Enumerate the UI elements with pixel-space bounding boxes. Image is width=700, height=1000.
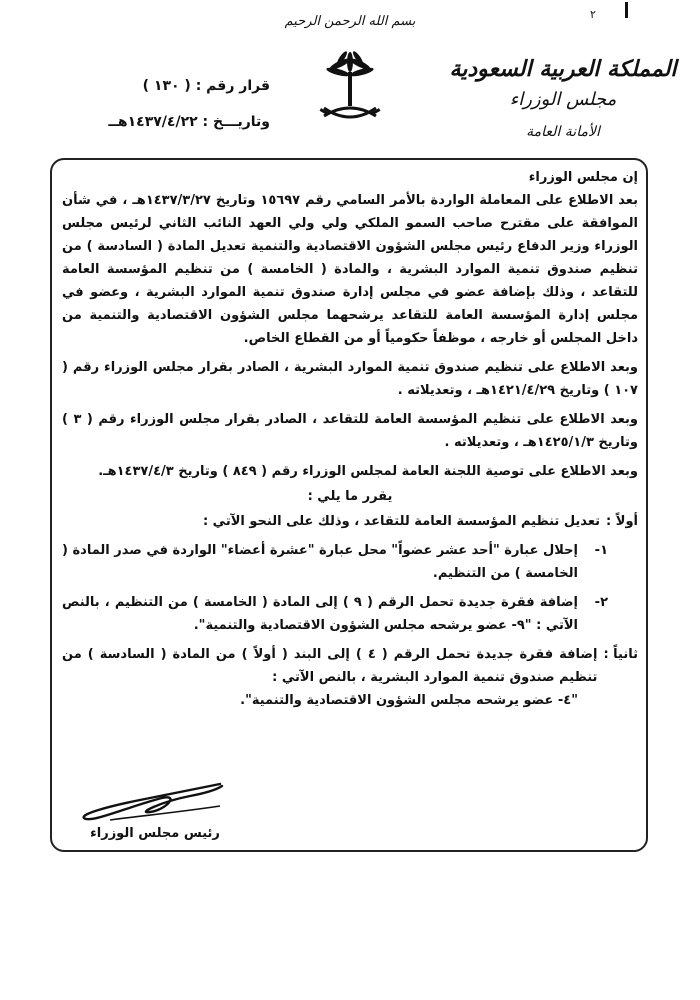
council-name: مجلس الوزراء	[509, 89, 617, 110]
basmala: بسم الله الرحمن الرحيم	[284, 14, 416, 29]
paragraph-2: وبعد الاطلاع على تنظيم صندوق تنمية الموارد البشرية ، الصادر بقرار مجلس الوزراء رقم ( ١٠٧ ) وتاريخ ١٤٢١/٤/٢٩هـ ، وتعديلاته .	[62, 360, 638, 398]
section-first-text: تعديل تنظيم المؤسسة العامة للتقاعد ، وذلك على النحو الآتي :	[202, 514, 601, 529]
palm-and-swords-emblem-icon	[318, 50, 382, 126]
section-first-label: أولاً :	[606, 514, 638, 529]
list-item	[62, 539, 638, 585]
list-item-number: ٢-	[594, 595, 608, 610]
page-corner-mark	[625, 2, 628, 18]
section-second-text: إضافة فقرة جديدة تحمل الرقم ( ٤ ) إلى البند ( أولاً ) من المادة ( السادسة ) من تنظيم صندوق تنمية الموارد البشرية ، بالنص الآتي :	[62, 647, 598, 685]
kingdom-name: المملكة العربية السعودية	[449, 56, 677, 82]
page-number: ٢	[590, 8, 596, 21]
paragraph-4: وبعد الاطلاع على توصية اللجنة العامة لمجلس الوزراء رقم ( ٨٤٩ ) وتاريخ ١٤٣٧/٤/٣هـ.	[98, 464, 638, 479]
decree-body	[62, 166, 638, 712]
signature-icon	[70, 776, 230, 826]
section-second	[62, 643, 638, 689]
paragraph-3: وبعد الاطلاع على تنظيم المؤسسة العامة للتقاعد ، الصادر بقرار مجلس الوزراء رقم ( ٣ ) وتاريخ ١٤٢٥/١/٣هـ ، وتعديلاته .	[62, 412, 638, 450]
secretariat-name: الأمانة العامة	[526, 124, 600, 140]
letterhead	[448, 55, 678, 143]
section-second-label: ثانياً :	[603, 647, 638, 662]
paragraph-1: بعد الاطلاع على المعاملة الواردة بالأمر السامي رقم ١٥٦٩٧ وتاريخ ١٤٣٧/٣/٢٧هـ ، في شأن الموافقة على مقترح صاحب السمو الملكي ولي ولي العهد النائب الثاني لرئيس مجلس الوزراء وزير الدفاع رئيس مجلس الشؤون الاقتصادية والتنمية تعديل المادة ( السادسة ) من تنظيم صندوق تنمية الموارد البشرية ، والمادة ( الخامسة ) من تنظيم المؤسسة العامة للتقاعد ، وذلك بإضافة عضو في مجلس إدارة صندوق تنمية الموارد البشرية ، وعضو في مجلس إدارة المؤسسة العامة للتقاعد يرشحهما مجلس الشؤون الاقتصادية والتنمية من داخل المجلس أو خارجه ، موظفاً حكومياً أو من القطاع الخاص.	[62, 193, 638, 346]
list-item	[62, 591, 638, 637]
decision-number: قرار رقم : ( ١٣٠ )	[142, 78, 270, 94]
list-item-number: ١-	[594, 543, 608, 558]
decides-heading: يقرر ما يلي :	[307, 489, 393, 504]
section-second-quote: "٤- عضو يرشحه مجلس الشؤون الاقتصادية والتنمية".	[240, 693, 578, 708]
list-item-text: إحلال عبارة "أحد عشر عضواً" محل عبارة "عشرة أعضاء" الواردة في صدر المادة ( الخامسة ) من التنظيم.	[62, 543, 578, 581]
list-item-text: إضافة فقرة جديدة تحمل الرقم ( ٩ ) إلى المادة ( الخامسة ) من التنظيم ، بالنص الآتي : "٩- عضو يرشحه مجلس الشؤون الاقتصادية والتنمية".	[62, 595, 578, 633]
opening-line: إن مجلس الوزراء	[528, 170, 638, 185]
signatory-title: رئيس مجلس الوزراء	[90, 826, 220, 841]
decision-date: وتاريـــخ : ١٤٣٧/٤/٢٢هــ	[108, 114, 270, 130]
section-first	[62, 510, 638, 533]
decision-info	[70, 68, 270, 140]
